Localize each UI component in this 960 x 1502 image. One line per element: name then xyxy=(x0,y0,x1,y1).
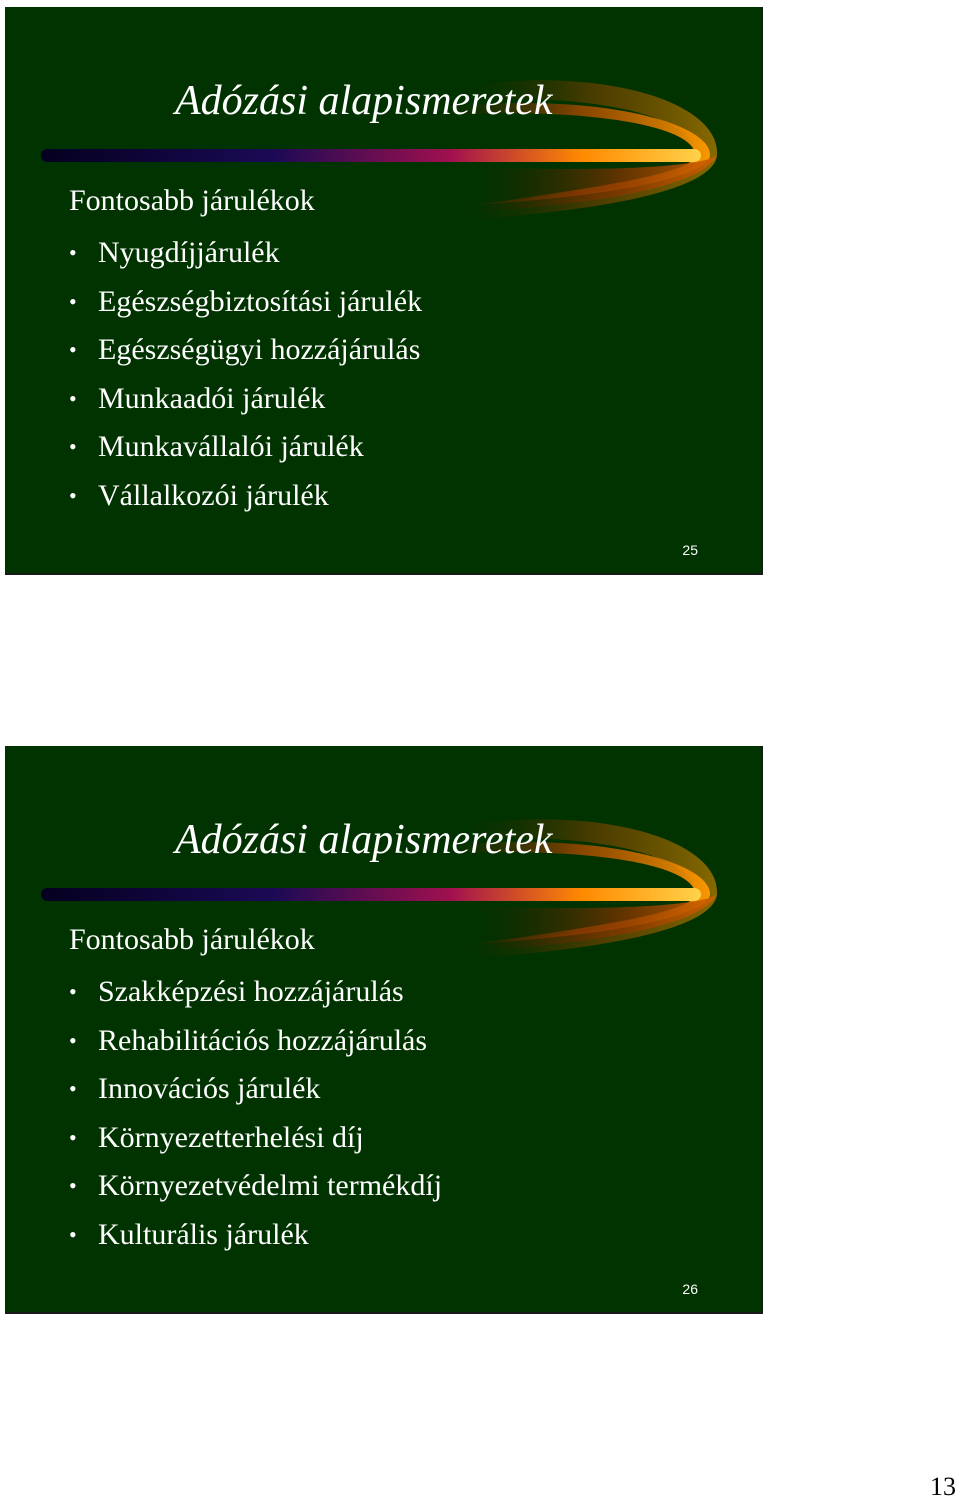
slide-number: 26 xyxy=(682,1281,698,1297)
slide-title: Adózási alapismeretek xyxy=(175,78,553,124)
slide-subheading: Fontosabb járulékok xyxy=(69,923,315,956)
list-item-text: Innovációs járulék xyxy=(98,1072,321,1105)
bullet-icon: • xyxy=(69,434,77,459)
slide-26 xyxy=(5,746,763,1314)
list-item xyxy=(69,1069,442,1118)
list-item xyxy=(69,282,422,331)
list-item xyxy=(69,1166,442,1215)
bullet-icon: • xyxy=(69,385,77,411)
list-item-text: Kulturális járulék xyxy=(98,1217,309,1251)
list-item xyxy=(69,972,442,1021)
list-item xyxy=(69,1021,442,1070)
list-item-text: Rehabilitációs hozzájárulás xyxy=(98,1023,428,1057)
list-item-text: Vállalkozói járulék xyxy=(98,478,329,512)
list-item-text: Egészségügyi hozzájárulás xyxy=(98,333,421,366)
list-item xyxy=(69,330,422,379)
list-item xyxy=(69,233,422,282)
slide-subheading: Fontosabb járulékok xyxy=(69,184,315,217)
bullet-list xyxy=(69,233,422,524)
bullet-icon: • xyxy=(69,240,77,265)
bullet-icon: • xyxy=(69,1173,77,1198)
slide-number: 25 xyxy=(682,542,698,558)
list-item xyxy=(69,379,422,428)
list-item-text: Munkaadói járulék xyxy=(98,381,326,415)
list-item xyxy=(69,427,422,476)
bullet-icon: • xyxy=(69,979,77,1004)
list-item-text: Egészségbiztosítási járulék xyxy=(98,284,423,318)
list-item xyxy=(69,1215,442,1264)
bullet-icon: • xyxy=(69,1027,77,1053)
bullet-icon: • xyxy=(69,1221,77,1247)
slide-25 xyxy=(5,7,763,575)
list-item xyxy=(69,1118,442,1167)
list-item-text: Környezetterhelési díj xyxy=(98,1120,364,1154)
bullet-icon: • xyxy=(69,1076,77,1101)
list-item-text: Nyugdíjjárulék xyxy=(98,236,280,269)
bullet-list xyxy=(69,972,442,1263)
bullet-icon: • xyxy=(69,1124,77,1150)
list-item-text: Szakképzési hozzájárulás xyxy=(98,975,404,1008)
list-item-text: Környezetvédelmi termékdíj xyxy=(98,1169,443,1202)
bullet-icon: • xyxy=(69,482,77,508)
list-item-text: Munkavállalói járulék xyxy=(98,430,364,463)
list-item xyxy=(69,476,422,525)
bullet-icon: • xyxy=(69,337,77,362)
bullet-icon: • xyxy=(69,288,77,314)
slide-title: Adózási alapismeretek xyxy=(175,817,553,863)
page-number: 13 xyxy=(930,1472,956,1501)
